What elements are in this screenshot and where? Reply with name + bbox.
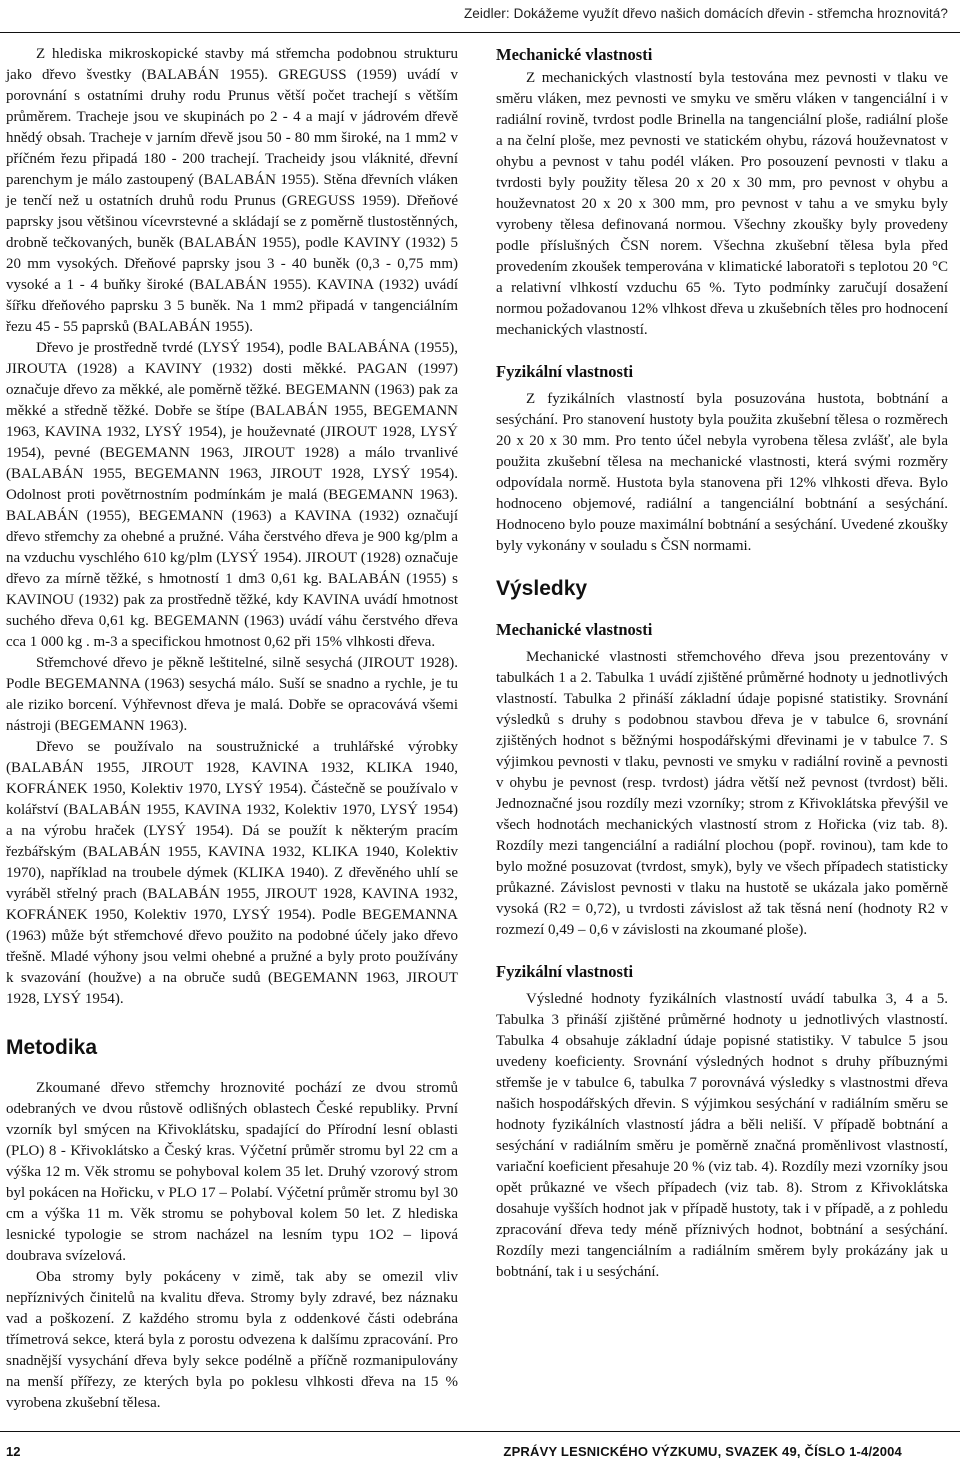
running-header [0,0,960,32]
paragraph-sample-trees: Zkoumané dřevo střemchy hroznovité pochází ze dvou stromů odebraných ve dvou růstově odlišných oblastech České republiky. První vzorník byl smýcen na Křivoklátsku, spadající do Přírodní lesní oblasti (PLO) 8 - Křivoklátsko a Český kras. Výčetní průměr stromu byl 22 cm a výška 12 m. Věk stromu se pohyboval kolem 35 let. Druhý vzorový strom byl pokácen na Hořicku, v PLO 17 – Polabí. Výčetní průměr stromu byl 30 cm a výška 11 m. Věk stromu se pohyboval kolem 50 let. Z hlediska lesnické typologie se strom nacházel na lesním typu 1O2 – lipová doubrava svízelová. [6,1080,458,1264]
paragraph-microscopic-structure: Z hlediska mikroskopické stavby má střemcha podobnou strukturu jako dřevo švestky (BALABÁN 1955). GREGUSS (1959) uvádí v porovnání s ostatními druhy rodu Prunus větší počet trachejí s větším průměrem. Tracheje jsou ve skupinách po 2 - 4 a mají v jádrovém dřevě hnědý obsah. Tracheje v jarním dřevě jsou 50 - 80 mm široké, na 1 mm2 v příčném řezu připadá 180 - 200 trachejí. Tracheidy jsou vláknité, dřevní parenchym je málo zastoupený (BALABÁN 1955). Stěna dřevních vláken je tenčí než u ostatních druhů rodu Prunus (GREGUSS 1959). Dřeňové paprsky jsou většinou vícevrstevné a skládají se z poměrně tlustostěnných, drobně tečkovaných, buněk (BALABÁN 1955), podle KAVINY (1932) 5 20 mm vysokých. Dřeňové paprsky jsou 3 - 40 buněk (0,3 - 0,75 mm) vysoké a 1 - 4 buňky široké (BALABÁN 1955). KAVINA (1932) uvádí šířku dřeňového paprsku 3 5 buněk. Na 1 mm2 připadá v tangenciálním řezu 45 - 55 paprsků (BALABÁN 1955). [6,46,458,335]
subheading-physical-methods: Fyzikální vlastnosti [496,362,634,381]
paragraph-mechanical-results: Mechanické vlastnosti střemchového dřeva jsou prezentovány v tabulkách 1 a 2. Tabulka 1 uvádí zjištěné průměrné hodnoty u jednotlivých vlastností. Tabulka 2 přináší základní údaje popisné statistiky. Srovnání výsledků s druhy s podobnou stavbou dřeva je v tabulce 6, srovnání zjištěných hodnot s běžnými hospodářskými dřevinami je v tabulce 7. S výjimkou pevnosti v tlaku, pevnosti ve smyku v radiální rovině a pevnosti v ohybu je pevnost (resp. tvrdost) jádra větší než pevnost (tvrdost) běli. Jednoznačné jsou rozdíly mezi vzorníky; strom z Křivoklátska převýšil ve všech hodnotách mechanických vlastností strom z Hořicka (viz tab. 8). Rozdíly mezi tangenciální a radiální plochou (popř. rovinou), tam kde to bylo možné posuzovat (tvrdost, smyk), byly ve všech případech statisticky průkazné. Závislost pevnosti v tlaku na hustotě se ukázala jako poměrně vysoká (R2 = 0,72), u tvrdosti závislost až tak těsná není (hodnoty R2 v rozmezí 0,49 – 0,6 v závislosti na zkoumané ploše). [496,649,948,938]
section-heading-vysledky: Výsledky [496,577,588,600]
paragraph-wood-properties: Dřevo je prostředně tvrdé (LYSÝ 1954), podle BALABÁNA (1955), JIROUTA (1928) a KAVINY (1932) dosti měkké. PAGAN (1997) označuje dřevo za měkké, ale poměrně těžké. BEGEMANN (1963) pak za měkké a středně těžké. Dobře se štípe (BALABÁN 1955, BEGEMANN 1963, KAVINA 1932, LYSÝ 1954), je houževnaté (JIROUT 1928, LYSÝ 1954), pevné (BEGEMANN 1963, JIROUT 1928) a málo trvanlivé (BALABÁN 1955, BEGEMANN 1963, JIROUT 1928, LYSÝ 1954). Odolnost proti povětrnostním podmínkám je malá (BEGEMANN 1963). BALABÁN (1955), BEGEMANN (1963) a KAVINA (1932) označují dřevo střemchy za ohebné a pružné. Váha čerstvého dřeva je 900 kg/plm a na vzduchu vyschlého 610 kg/plm (LYSÝ 1954). JIROUT (1928) označuje dřevo za mírně těžké, s hmotností 1 dm3 0,61 kg. BALABÁN (1955) s KAVINOU (1932) pak za prostředně těžké, kdy KAVINA uvádí hmotnost suchého dřeva 0,61 kg. BEGEMANN (1963) uvádí váhu čerstvého dřeva cca 1 000 kg . m-3 a specifickou hmotnost 0,62 při 15% vlhkosti dřeva. [6,340,458,650]
paragraph-uses: Dřevo se používalo na soustružnické a truhlářské výrobky (BALABÁN 1955, JIROUT 1928, KAVINA 1932, KLIKA 1940, KOFRÁNEK 1950, Kolektiv 1970, LYSÝ 1954). Částečně se používalo v kolářství (BALABÁN 1955, KAVINA 1932, Kolektiv 1970, LYSÝ 1954) a na výrobu hraček (LYSÝ 1954). Dá se použít k některým pracím řezbářským (BALABÁN 1955, KAVINA 1932, KLIKA 1940, Kolektiv 1970), například na troubele dýmek (KLIKA 1940). Z dřevěného uhlí se vyráběl střelný prach (BALABÁN 1955, JIROUT 1928, KAVINA 1932, KOFRÁNEK 1950, Kolektiv 1970, LYSÝ 1954). Podle BEGEMANNA (1963) může být střemchové dřevo použito na podobné účely jako dřevo třešně. Mladé výhony jsou velmi ohebné a pružné a byly proto používány k svazování (houžve) a na obruče sudů (BEGEMANN 1963, JIROUT 1928, LYSÝ 1954). [6,739,458,1007]
left-column [6,44,458,1414]
section-heading-metodika: Metodika [6,1036,98,1059]
header-rule [0,32,960,33]
subheading-mechanical-methods: Mechanické vlastnosti [496,45,653,64]
paragraph-polishing: Střemchové dřevo je pěkně leštitelné, silně sesychá (JIROUT 1928). Podle BEGEMANNA (1963) sesychá málo. Suší se snadno a rychle, je tu ale riziko borcení. Výhřevnost dřeva je malá. Dobře se opracovává všemi nástroji (BEGEMANN 1963). [6,655,458,734]
footer-rule [0,1431,960,1432]
paragraph-physical-methods: Z fyzikálních vlastností byla posuzována hustota, bobtnání a sesýchání. Pro stanovení hustoty byla použita zkušební tělesa o rozměrech 20 x 20 x 30 mm. Pro tento účel nebyla vyrobena tělesa zvlášť, ale byla použita zkušební tělesa na mechanické vlastnosti, která svými rozměry odpovídala normě. Hustota byla stanovena při 12% vlhkosti dřeva. Bylo hodnoceno objemové, radiální a tangenciální bobtnání a sesýchání. Hodnoceno bylo pouze maximální bobtnání a sesýchání. Uvedené zkoušky byly vykonány v souladu s ČSN normami. [496,391,948,554]
paragraph-physical-results: Výsledné hodnoty fyzikálních vlastností uvádí tabulka 3, 4 a 5. Tabulka 3 přináší zjištěné průměrné hodnoty u jednotlivých vlastností. Tabulka 4 obsahuje základní údaje popisné statistiky. V tabulce 5 jsou uvedeny koeficienty. Srovnání výsledných hodnot s druhy příbuznými střemše je v tabulce 6, tabulka 7 porovnává výsledky s vlastnostmi dřeva našich hospodářských dřevin. S výjimkou sesýchání v radiálním směru se hodnoty fyzikálních vlastností jádra a běli neliší. V případě bobtnání a sesýchání v radiálním směru je poměrně značná proměnlivost vlastností, variační koeficient přesahuje 20 % (viz tab. 4). Rozdíly mezi vzorníky jsou opět průkazné ve všech případech (viz tab. 8). Strom z Křivoklátska dosahuje vyšších hodnot jak v případě hustoty, tak i v případě, a z pohledu zpracování dřeva tedy méně příznivých hodnot, bobtnání a sesýchání. Rozdíly mezi tangenciálním a radiálním směrem byly prokázány jak u bobtnání, tak i u sesýchání. [496,991,948,1280]
subheading-physical-results: Fyzikální vlastnosti [496,962,634,981]
right-column [496,44,948,1283]
journal-footer: ZPRÁVY LESNICKÉHO VÝZKUMU, SVAZEK 49, ČÍSLO 1-4/2004 [503,1444,902,1459]
paragraph-felling: Oba stromy byly pokáceny v zimě, tak aby se omezil vliv nepříznivých činitelů na kvalitu dřeva. Stromy byly zdravé, bez náznaku vad a poškození. Z každého stromu byla z oddenkové části odebrána třímetrová sekce, která byla z porostu odvezena k dalšímu zpracování. Pro snadnější vysychání dřeva byly sekce podélně a příčně rozmanipulovány na menší přířezy, ze kterých byla po poklesu vlhkosti dřeva na 15 % vyrobena zkušební tělesa. [6,1269,458,1411]
paragraph-mechanical-methods: Z mechanických vlastností byla testována mez pevnosti v tlaku ve směru vláken, mez pevnosti ve smyku ve směru vláken v tangenciální i v radiální rovině, tvrdost podle Brinella na tangenciální ploše, radiální ploše a na čelní ploše, mez pevnosti ve statickém ohybu, rázová houževnatost v ohybu a pevnost v tahu podél vláken. Pro posouzení pevnosti v tlaku a tvrdosti byly použity tělesa 20 x 20 x 30 mm, pro pevnost v ohybu a houževnatost 20 x 20 x 300 mm, pro pevnost v tahu a ve smyku byly vyrobeny tělesa definovaná normou. Všechny zkoušky byly provedeny podle příslušných ČSN norem. Všechna zkušební tělesa byla před provedením zkoušek temperována v klimatické laboratoři s teplotou 20 °C a relativní vlhkostí vzduchu 65 %. Tyto podmínky zaručují dosažení normou požadovanou 12% vlhkost dřeva u zkušebních těles pro hodnocení mechanických vlastností. [496,70,948,338]
running-header-title: Zeidler: Dokážeme využít dřevo našich domácích dřevin - střemcha hroznovitá? [463,6,948,21]
subheading-mechanical-results: Mechanické vlastnosti [496,620,653,639]
page-number: 12 [6,1444,21,1459]
